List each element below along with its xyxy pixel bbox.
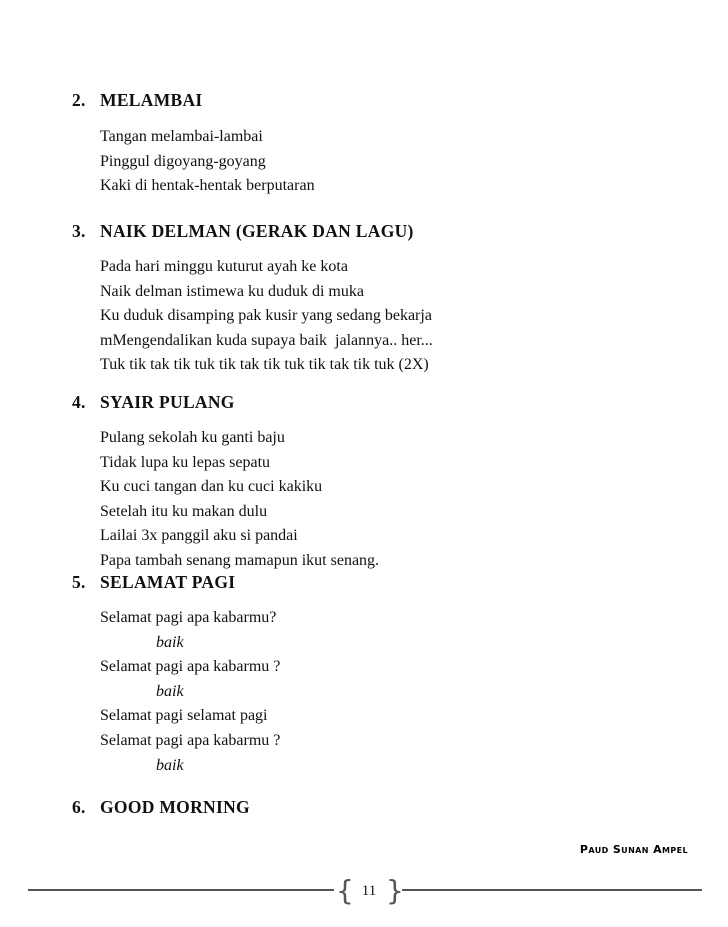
response-line: baik: [156, 756, 184, 774]
lyric-line: Kaki di hentak-hentak berputaran: [100, 177, 315, 195]
section-title: SELAMAT PAGI: [100, 572, 236, 592]
section-heading: [72, 90, 672, 116]
section-melambai: [72, 90, 672, 199]
lyric-lines: [100, 255, 672, 378]
lyric-line: Tangan melambai-lambai: [100, 128, 263, 145]
section-title: MELAMBAI: [100, 90, 203, 110]
lyric-line: Pulang sekolah ku ganti baju: [100, 429, 285, 446]
response-line: baik: [156, 633, 184, 651]
lyric-line: Selamat pagi apa kabarmu ?: [100, 731, 281, 749]
lyric-line: Pada hari minggu kuturut ayah ke kota: [100, 258, 348, 275]
section-number: 4.: [72, 392, 86, 412]
section-title: NAIK DELMAN (GERAK DAN LAGU): [100, 221, 414, 241]
section-number: 2.: [72, 90, 86, 110]
section-number: 5.: [72, 572, 86, 592]
footer-rule-left: [28, 889, 334, 891]
lyric-line: Selamat pagi apa kabarmu ?: [100, 658, 281, 676]
footer-rule-right: [402, 889, 702, 891]
lyric-line: Setelah itu ku makan dulu: [100, 502, 268, 520]
lyric-line: Ku cuci tangan dan ku cuci kakiku: [100, 478, 323, 496]
section-title: GOOD MORNING: [100, 797, 250, 817]
section-number: 3.: [72, 221, 86, 241]
right-brace-icon: }: [386, 874, 404, 907]
section-good-morning: [72, 797, 672, 823]
lyric-line: Ku duduk disamping pak kusir yang sedang bekarja: [100, 307, 432, 325]
lyric-line: Tuk tik tak tik tuk tik tak tik tuk tik tak tik tuk (2X): [100, 356, 429, 374]
section-title: SYAIR PULANG: [100, 392, 235, 412]
footer-brand: Paud Sunan Ampel: [579, 843, 688, 856]
section-heading: [72, 572, 672, 598]
section-selamat-pagi: [72, 572, 672, 778]
section-number: 6.: [72, 797, 86, 817]
left-brace-icon: {: [336, 874, 354, 907]
lyric-lines: [100, 125, 672, 199]
response-line: baik: [156, 682, 184, 700]
lyric-line: Pinggul digoyang-goyang: [100, 152, 266, 170]
lyric-lines: [100, 606, 672, 778]
section-heading: [72, 797, 672, 823]
lyric-line: Selamat pagi selamat pagi: [100, 707, 268, 725]
lyric-line: Selamat pagi apa kabarmu?: [100, 609, 277, 626]
section-naik-delman: [72, 221, 672, 378]
lyric-line: Lailai 3x panggil aku si pandai: [100, 527, 298, 545]
page-number: 11: [361, 883, 377, 899]
lyric-line: mMengendalikan kuda supaya baik jalannya.. her...: [100, 331, 433, 349]
lyric-lines: [100, 426, 672, 574]
lyric-line: Naik delman istimewa ku duduk di muka: [100, 282, 364, 300]
lyric-line: Tidak lupa ku lepas sepatu: [100, 453, 271, 471]
section-heading: [72, 221, 672, 247]
section-syair-pulang: [72, 392, 672, 574]
section-heading: [72, 392, 672, 418]
lyric-line: Papa tambah senang mamapun ikut senang.: [100, 551, 380, 569]
